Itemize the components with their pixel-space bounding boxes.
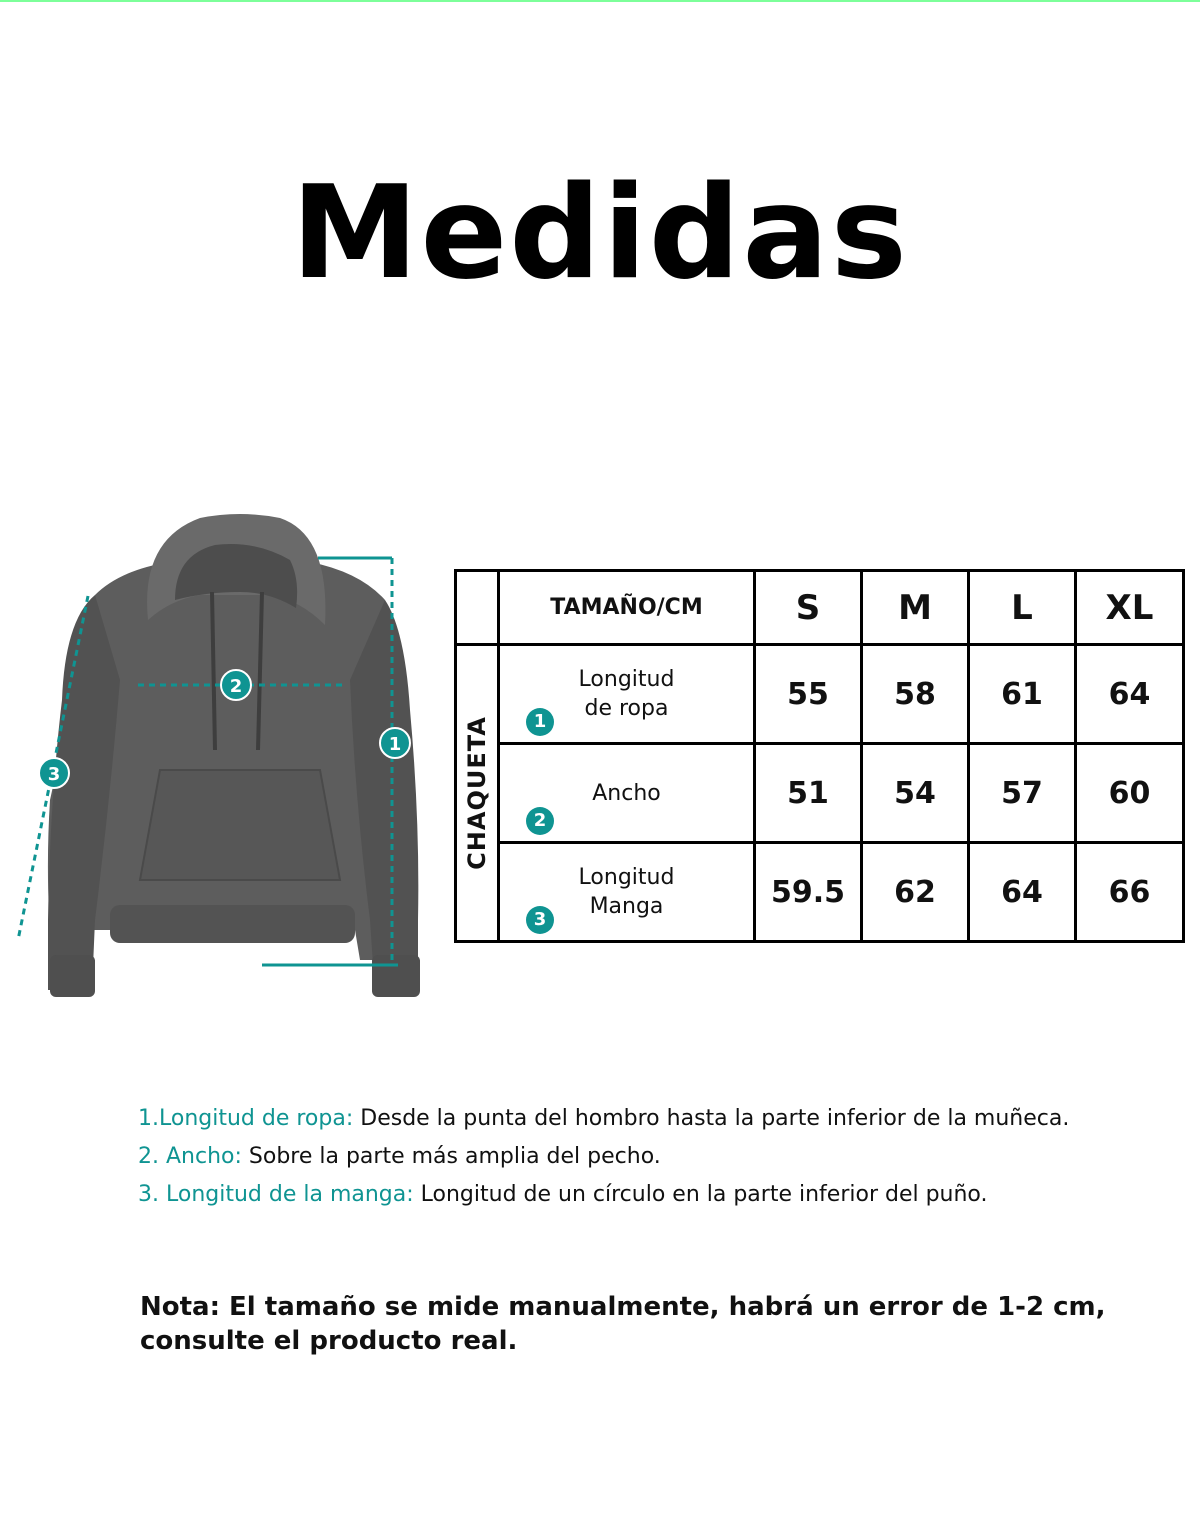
definition-key: 3. Longitud de la manga: xyxy=(138,1182,414,1207)
section-label-cell xyxy=(456,645,499,942)
table-cell: 62 xyxy=(862,843,969,942)
definition-item xyxy=(138,1100,1188,1138)
definition-item xyxy=(138,1138,1188,1176)
definitions-list xyxy=(138,1100,1188,1214)
size-header: TAMAÑO/CM xyxy=(499,571,755,645)
row-label-sleeve xyxy=(499,843,755,942)
row-label-width xyxy=(499,744,755,843)
page-title: Medidas xyxy=(291,159,909,308)
table-cell: 58 xyxy=(862,645,969,744)
row-label-length xyxy=(499,645,755,744)
marker-3 xyxy=(39,758,69,788)
badge-3: 3 xyxy=(526,906,554,934)
label-line: de ropa xyxy=(584,696,669,721)
corner-cell xyxy=(456,571,499,645)
size-m-header: M xyxy=(862,571,969,645)
size-l-header: L xyxy=(969,571,1076,645)
table-cell: 64 xyxy=(969,843,1076,942)
definition-text: Longitud de un círculo en la parte inferior del puño. xyxy=(420,1182,988,1207)
hoodie-illustration xyxy=(48,514,420,997)
table-cell: 51 xyxy=(755,744,862,843)
section-label: CHAQUETA xyxy=(463,716,491,870)
table-cell: 60 xyxy=(1076,744,1184,843)
table-row xyxy=(456,744,1184,843)
table-cell: 55 xyxy=(755,645,862,744)
definition-key: 1.Longitud de ropa: xyxy=(138,1106,354,1131)
marker-2 xyxy=(221,670,251,700)
size-table xyxy=(454,569,1185,943)
note-text: Nota: El tamaño se mide manualmente, habrá un error de 1-2 cm, consulte el producto real. xyxy=(140,1292,1106,1356)
table-cell: 61 xyxy=(969,645,1076,744)
definition-text: Desde la punta del hombro hasta la parte inferior de la muñeca. xyxy=(360,1106,1070,1131)
svg-text:2: 2 xyxy=(229,676,243,697)
definition-key: 2. Ancho: xyxy=(138,1144,242,1169)
svg-text:3: 3 xyxy=(47,764,61,785)
label-line: Longitud xyxy=(578,865,675,890)
table-cell: 64 xyxy=(1076,645,1184,744)
table-header-row xyxy=(456,571,1184,645)
badge-2: 2 xyxy=(526,807,554,835)
hoodie-diagram xyxy=(0,500,440,1010)
svg-text:1: 1 xyxy=(388,734,402,755)
top-accent-line xyxy=(0,0,1200,2)
table-row xyxy=(456,843,1184,942)
size-xl-header: XL xyxy=(1076,571,1184,645)
label-line: Manga xyxy=(589,894,664,919)
size-s-header: S xyxy=(755,571,862,645)
table-cell: 59.5 xyxy=(755,843,862,942)
label-line: Ancho xyxy=(592,780,661,806)
badge-1: 1 xyxy=(526,708,554,736)
definition-text: Sobre la parte más amplia del pecho. xyxy=(248,1144,661,1169)
definition-item xyxy=(138,1176,1188,1214)
label-line: Longitud xyxy=(578,667,675,692)
table-cell: 57 xyxy=(969,744,1076,843)
table-cell: 54 xyxy=(862,744,969,843)
table-row xyxy=(456,645,1184,744)
table-cell: 66 xyxy=(1076,843,1184,942)
marker-1 xyxy=(380,728,410,758)
